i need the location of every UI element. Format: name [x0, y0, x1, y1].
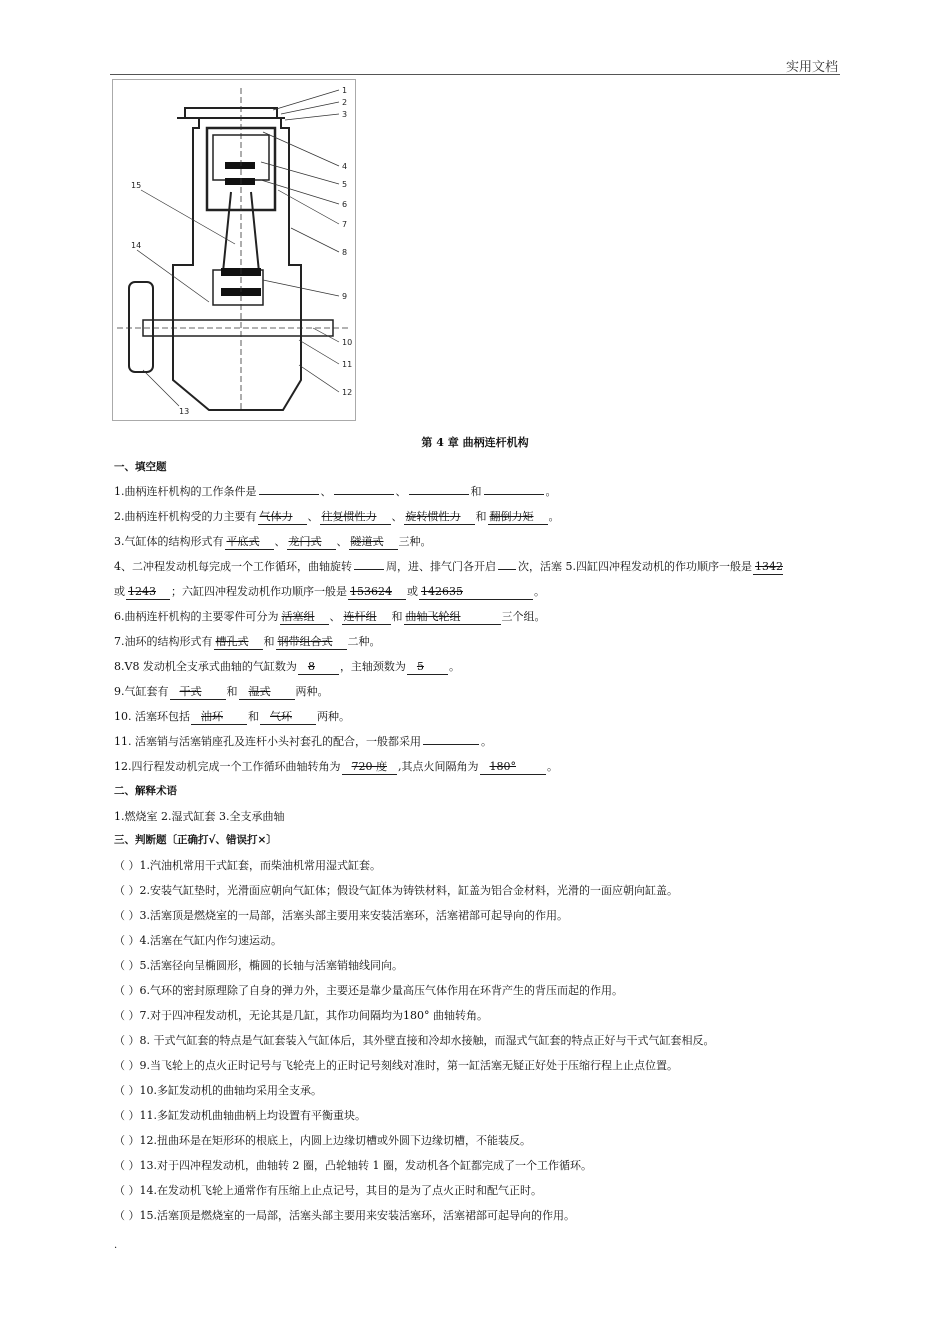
engine-diagram [112, 79, 356, 421]
question-1: 1.曲柄连杆机构的工作条件是 、 、 和 。 [114, 485, 557, 498]
question-3: 3.气缸体的结构形式有 平底式 、 龙门式 、 隧道式 三种。 [114, 535, 432, 548]
judge-item-6: （ ）6.气环的密封原理除了自身的弹力外，主要还是靠少量高压气体作用在环背产生的背压而起的作用。 [114, 984, 623, 997]
label-13: 13 [179, 407, 190, 416]
label-11: 11 [342, 360, 353, 369]
judge-item-9: （ ）9.当飞轮上的点火正时记号与飞轮壳上的正时记号刻线对准时，第一缸活塞无疑正好处于压缩行程上止点位置。 [114, 1059, 678, 1072]
question-11: 11. 活塞销与活塞销座孔及连杆小头衬套孔的配合，一般都采用 。 [114, 735, 492, 748]
crank-mechanism-drawing [113, 80, 355, 420]
question-6: 6.曲柄连杆机构的主要零件可分为 活塞组 、 连杆组 和 曲轴飞轮组 三个组。 [114, 610, 546, 623]
label-15: 15 [131, 181, 142, 190]
question-2: 2.曲柄连杆机构受的力主要有 气体力 、 往复惯性力 、 旋转惯性力 和 翻倒力矩 。 [114, 510, 560, 523]
judge-item-15: （ ）15.活塞顶是燃烧室的一局部，活塞头部主要用来安装活塞环，活塞裙部可起导向的作用。 [114, 1209, 575, 1222]
label-12: 12 [342, 388, 353, 397]
chapter-title: 第 4 章 曲柄连杆机构 [421, 436, 529, 449]
judge-item-14: （ ）14.在发动机飞轮上通常作有压缩上止点记号，其目的是为了点火正时和配气正时。 [114, 1184, 542, 1197]
judge-item-1: （ ）1.汽油机常用干式缸套，而柴油机常用湿式缸套。 [114, 859, 381, 872]
judge-item-4: （ ）4.活塞在气缸内作匀速运动。 [114, 934, 282, 947]
judge-item-10: （ ）10.多缸发动机的曲轴均采用全支承。 [114, 1084, 322, 1097]
question-9: 9.气缸套有 干式 和 湿式 两种。 [114, 685, 329, 698]
label-14: 14 [131, 241, 142, 250]
judge-item-7: （ ）7.对于四冲程发动机，无论其是几缸，其作功间隔均为180° 曲轴转角。 [114, 1009, 488, 1022]
judge-item-12: （ ）12.扭曲环是在矩形环的根底上，内圆上边缘切槽或外圆下边缘切槽，不能装反。 [114, 1134, 531, 1147]
question-7: 7.油环的结构形式有 槽孔式 和 钢带组合式 二种。 [114, 635, 381, 648]
label-10: 10 [342, 338, 353, 347]
terms-list: 1.燃烧室 2.湿式缸套 3.全支承曲轴 [114, 810, 285, 823]
section-2-heading: 二、解释术语 [114, 785, 177, 797]
judge-item-8: （ ）8. 干式气缸套的特点是气缸套装入气缸体后，其外壁直接和冷却水接触，而湿式气缸套的特点正好与干式气缸套相反。 [114, 1034, 715, 1047]
question-5-cont: 或 1243 ；六缸四冲程发动机作功顺序一般是 153624 或 142635 。 [114, 585, 545, 598]
judge-item-5: （ ）5.活塞径向呈椭圆形，椭圆的长轴与活塞销轴线同向。 [114, 959, 403, 972]
judge-item-11: （ ）11.多缸发动机曲轴曲柄上均设置有平衡重块。 [114, 1109, 366, 1122]
section-1-heading: 一、填空题 [114, 461, 167, 473]
judge-item-2: （ ）2.安装气缸垫时，光滑面应朝向气缸体；假设气缸体为铸铁材料，缸盖为铝合金材料，光滑的一面应朝向缸盖。 [114, 884, 678, 897]
label-5: 5 [342, 180, 348, 189]
judge-item-13: （ ）13.对于四冲程发动机，曲轴转 2 圈，凸轮轴转 1 圈，发动机各个缸都完成了一个工作循环。 [114, 1159, 592, 1172]
question-4: 4、二冲程发动机每完成一个工作循环，曲轴旋转 周，进、排气门各开启 次，活塞 5.四缸四冲程发动机的作功顺序一般是 1342 [114, 560, 783, 573]
label-2: 2 [342, 98, 348, 107]
page-header: 实用文档 [785, 60, 838, 75]
section-3-heading: 三、判断题〔正确打√、错误打×〕 [114, 834, 277, 846]
header-rule [110, 74, 840, 75]
label-8: 8 [342, 248, 348, 257]
label-7: 7 [342, 220, 348, 229]
question-12: 12.四行程发动机完成一个工作循环曲轴转角为 720 度 ,其点火间隔角为 180° 。 [114, 760, 558, 773]
label-4: 4 [342, 162, 348, 171]
label-6: 6 [342, 200, 348, 209]
label-1: 1 [342, 86, 348, 95]
footer-dot: . [114, 1240, 118, 1251]
label-3: 3 [342, 110, 348, 119]
question-10: 10. 活塞环包括 油环 和 气环 两种。 [114, 710, 350, 723]
question-8: 8.V8 发动机全支承式曲轴的气缸数为 8 ，主轴颈数为 5 。 [114, 660, 460, 673]
label-9: 9 [342, 292, 348, 301]
judge-item-3: （ ）3.活塞顶是燃烧室的一局部，活塞头部主要用来安装活塞环，活塞裙部可起导向的作用。 [114, 909, 568, 922]
